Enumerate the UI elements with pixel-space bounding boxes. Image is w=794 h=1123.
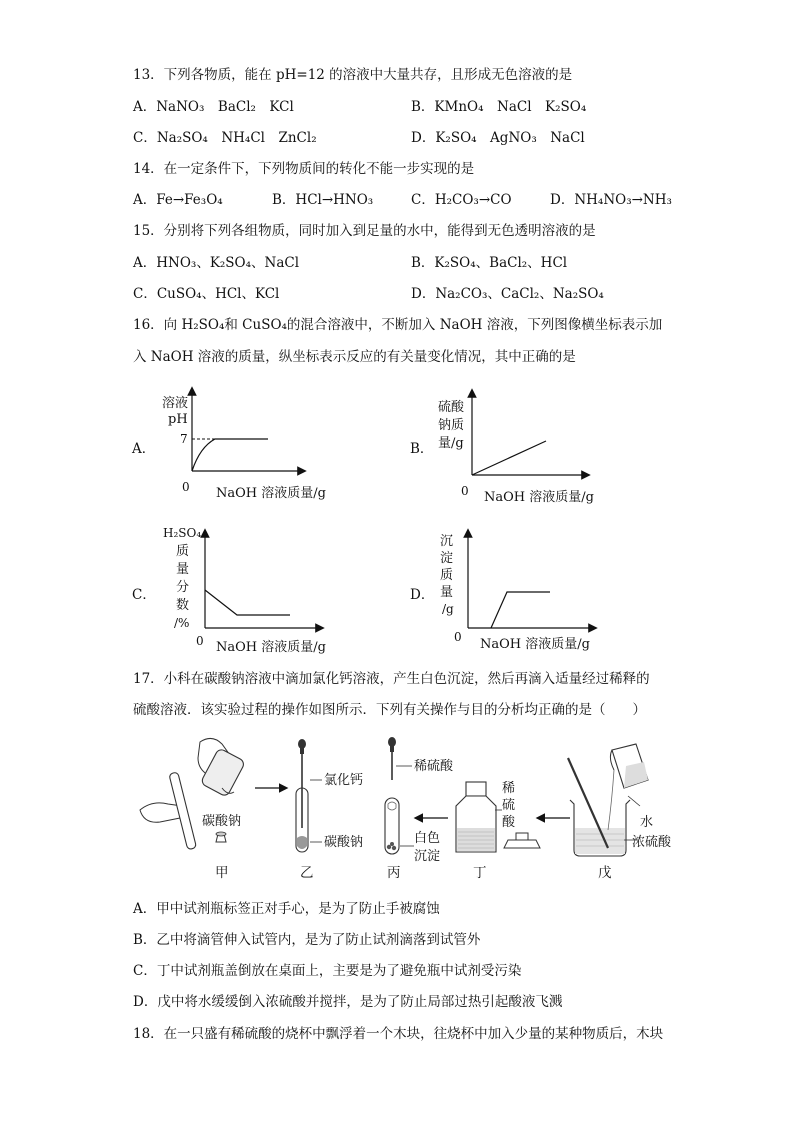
figure-name-wu: 戊 bbox=[598, 865, 612, 881]
q17-stem-line1: 17．小科在碳酸钠溶液中滴加氯化钙溶液，产生白色沉淀，然后再滴入适量经过稀释的 bbox=[133, 671, 650, 687]
graph-a-curve bbox=[192, 439, 268, 471]
q17-option-b[interactable]: B．乙中将滴管伸入试管内，是为了防止试剂滴落到试管外 bbox=[133, 932, 481, 948]
graph-d-svg bbox=[408, 525, 618, 660]
q13-option-c[interactable]: C．Na₂SO₄ NH₄Cl ZnCl₂ bbox=[133, 130, 317, 146]
q14-option-c[interactable]: C．H₂CO₃→CO bbox=[411, 192, 512, 208]
ding-label3: 酸 bbox=[502, 815, 516, 830]
yi-bottom-label: 碳酸钠 bbox=[324, 835, 364, 850]
graph-c-ylabel1: H₂SO₄ bbox=[163, 526, 202, 540]
q13-option-b[interactable]: B．KMnO₄ NaCl K₂SO₄ bbox=[411, 99, 587, 115]
q15-option-d[interactable]: D．Na₂CO₃、CaCl₂、Na₂SO₄ bbox=[411, 286, 604, 302]
q17-option-a[interactable]: A．甲中试剂瓶标签正对手心，是为了防止手被腐蚀 bbox=[133, 901, 440, 917]
q17-figure bbox=[130, 730, 680, 885]
q15-option-b[interactable]: B．K₂SO₄、BaCl₂、HCl bbox=[411, 255, 568, 271]
graph-c-ylabel3: 量 bbox=[176, 562, 190, 577]
q16-stem-line1: 16．向 H₂SO₄和 CuSO₄的混合溶液中，不断加入 NaOH 溶液，下列图像横坐标表示加 bbox=[133, 317, 663, 333]
graph-d-line bbox=[491, 592, 550, 628]
graph-a-label: A． bbox=[132, 441, 156, 457]
graph-c-label: C． bbox=[132, 587, 156, 603]
graph-c-ylabel5: 数 bbox=[176, 598, 190, 613]
jia-reagent-label: 碳酸钠 bbox=[202, 814, 242, 829]
graph-a-origin: 0 bbox=[182, 480, 190, 494]
yi-apparatus bbox=[296, 739, 322, 852]
graph-a-ylabel2: pH bbox=[168, 412, 188, 427]
graph-d-label: D． bbox=[410, 587, 435, 603]
q17-option-d[interactable]: D．戊中将水缓缓倒入浓硫酸并搅拌，是为了防止局部过热引起酸液飞溅 bbox=[133, 994, 563, 1010]
jia-apparatus bbox=[140, 738, 246, 849]
graph-b-line bbox=[472, 441, 546, 475]
ding-apparatus bbox=[456, 782, 540, 852]
graph-d-ylabel2: 淀 bbox=[440, 551, 454, 566]
q13-option-a[interactable]: A．NaNO₃ BaCl₂ KCl bbox=[133, 99, 294, 115]
bing-bottom-label2: 沉淀 bbox=[414, 849, 441, 864]
bing-apparatus bbox=[385, 737, 414, 854]
graph-d-ylabel1: 沉 bbox=[440, 534, 454, 549]
q15-stem: 15．分别将下列各组物质，同时加入到足量的水中，能得到无色透明溶液的是 bbox=[133, 223, 596, 239]
graph-d-origin: 0 bbox=[454, 630, 462, 644]
wu-water-label: 水 bbox=[640, 815, 654, 830]
graph-b-xlabel: NaOH 溶液质量/g bbox=[484, 490, 594, 505]
q16-graph-a[interactable] bbox=[130, 385, 330, 505]
graph-a-ylabel1: 溶液 bbox=[162, 396, 189, 411]
graph-d-ylabel4: 量 bbox=[440, 585, 454, 600]
q14-option-d[interactable]: D．NH₄NO₃→NH₃ bbox=[550, 192, 672, 208]
q14-option-a[interactable]: A．Fe→Fe₃O₄ bbox=[133, 192, 223, 208]
q15-option-c[interactable]: C．CuSO₄、HCl、KCl bbox=[133, 286, 280, 302]
q16-stem-line2: 入 NaOH 溶液的质量，纵坐标表示反应的有关量变化情况，其中正确的是 bbox=[133, 349, 576, 365]
bing-bottom-label1: 白色 bbox=[414, 831, 441, 846]
figure-name-jia: 甲 bbox=[215, 865, 229, 881]
q17-stem-line2: 硫酸溶液．该实验过程的操作如图所示．下列有关操作与目的分析均正确的是（ ） bbox=[133, 702, 646, 718]
graph-c-ylabel6: /% bbox=[174, 616, 190, 630]
graph-c-ylabel2: 质 bbox=[176, 544, 190, 559]
q16-graph-c[interactable] bbox=[130, 525, 340, 660]
figure-name-yi: 乙 bbox=[300, 865, 314, 881]
q17-option-c[interactable]: C．丁中试剂瓶盖倒放在桌面上，主要是为了避免瓶中试剂受污染 bbox=[133, 963, 522, 979]
graph-d-xlabel: NaOH 溶液质量/g bbox=[480, 637, 590, 652]
q18-stem: 18．在一只盛有稀硫酸的烧杯中飘浮着一个木块，往烧杯中加入少量的某种物质后，木块 bbox=[133, 1026, 664, 1042]
wu-acid-label: 浓硫酸 bbox=[632, 835, 672, 850]
graph-c-xlabel: NaOH 溶液质量/g bbox=[216, 640, 326, 655]
graph-a-tick-7: 7 bbox=[180, 432, 188, 446]
graph-c-line bbox=[205, 590, 290, 615]
figure-name-bing: 丙 bbox=[387, 865, 401, 881]
q13-option-d[interactable]: D．K₂SO₄ AgNO₃ NaCl bbox=[411, 130, 585, 146]
q16-graph-b[interactable] bbox=[408, 385, 608, 510]
q14-stem: 14．在一定条件下，下列物质间的转化不能一步实现的是 bbox=[133, 161, 475, 177]
q16-graph-d[interactable] bbox=[408, 525, 618, 660]
graph-b-svg bbox=[408, 385, 608, 510]
graph-a-svg bbox=[130, 385, 330, 505]
graph-c-origin: 0 bbox=[196, 634, 204, 648]
figure-name-ding: 丁 bbox=[473, 865, 487, 881]
graph-b-label: B． bbox=[410, 441, 434, 457]
yi-top-label: 氯化钙 bbox=[324, 773, 364, 788]
graph-c-svg bbox=[130, 525, 340, 660]
graph-b-origin: 0 bbox=[461, 484, 469, 498]
graph-d-ylabel3: 质 bbox=[440, 568, 454, 583]
graph-d-ylabel5: /g bbox=[442, 602, 454, 616]
graph-b-ylabel3: 量/g bbox=[438, 436, 464, 451]
ding-label1: 稀 bbox=[502, 781, 516, 796]
graph-c-ylabel4: 分 bbox=[176, 580, 190, 595]
q15-option-a[interactable]: A．HNO₃、K₂SO₄、NaCl bbox=[133, 255, 300, 271]
q14-option-b[interactable]: B．HCl→HNO₃ bbox=[272, 192, 374, 208]
graph-b-ylabel1: 硫酸 bbox=[438, 400, 465, 415]
graph-a-xlabel: NaOH 溶液质量/g bbox=[216, 486, 326, 501]
bing-top-label: 稀硫酸 bbox=[414, 759, 454, 774]
ding-label2: 硫 bbox=[502, 798, 516, 813]
graph-b-ylabel2: 钠质 bbox=[438, 418, 465, 433]
q17-figure-svg bbox=[130, 730, 680, 885]
q13-stem: 13．下列各物质，能在 pH=12 的溶液中大量共存，且形成无色溶液的是 bbox=[133, 67, 573, 83]
